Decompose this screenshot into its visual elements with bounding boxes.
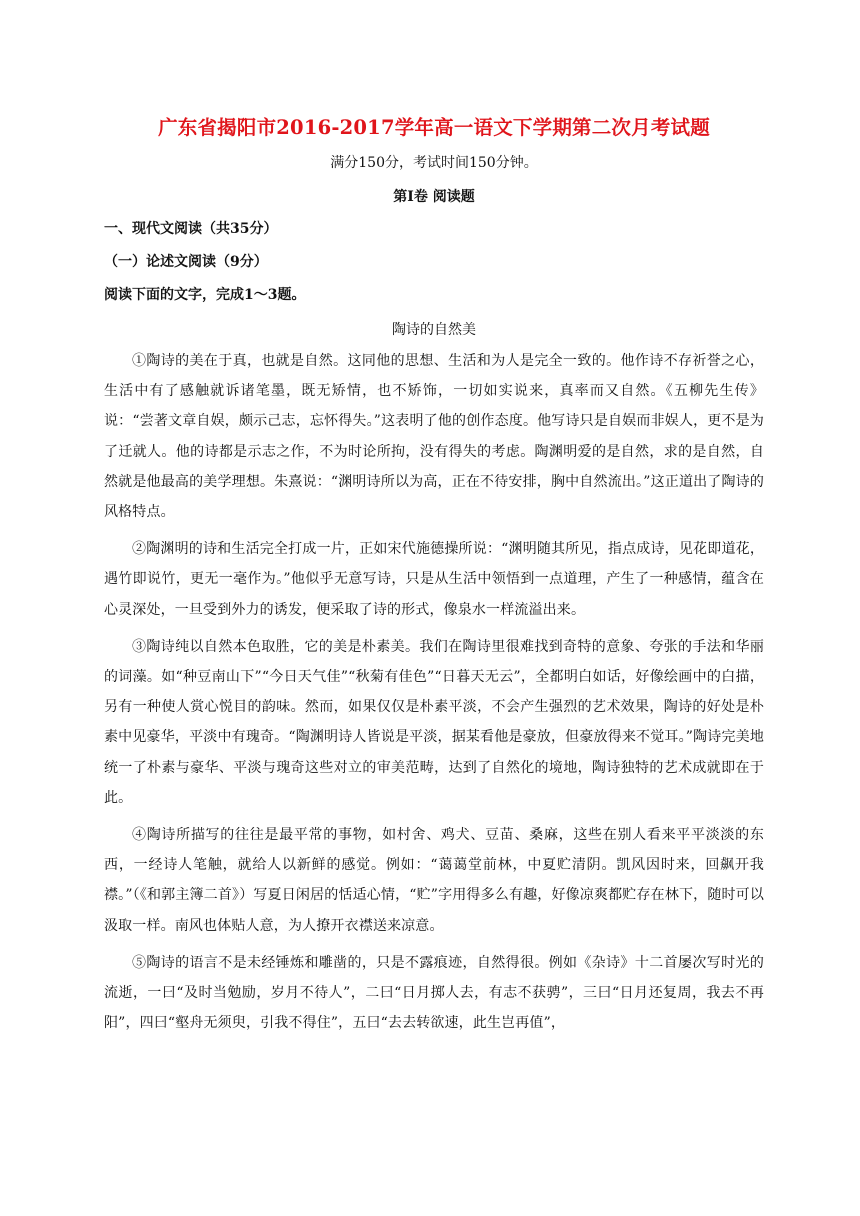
subpart-heading: （一）论述文阅读（9分）	[104, 254, 268, 270]
passage-paragraph: ③陶诗纯以自然本色取胜，它的美是朴素美。我们在陶诗里很难找到奇特的意象、夸张的手法和华丽的词藻。如“种豆南山下”“今日天气佳”“秋菊有佳色”“日暮天无云”，全都明白如话，好像绘画中的白描，另有一种使人赏心悦目的韵味。然而，如果仅仅是朴素平淡，不会产生强烈的艺术效果，陶诗的好处是朴素中见豪华，平淡中有瑰奇。“陶渊明诗人皆说是平淡，据某看他是豪放，但豪放得来不觉耳。”陶诗完美地统一了朴素与豪华、平淡与瑰奇这些对立的审美范畴，达到了自然化的境地，陶诗独特的艺术成就即在于此。	[104, 638, 764, 806]
passage-title: 陶诗的自然美	[392, 322, 476, 338]
passage-paragraph: ⑤陶诗的语言不是未经锤炼和雕凿的，只是不露痕迹，自然得很。例如《杂诗》十二首屡次写时光的流逝，一曰“及时当勉励，岁月不待人”，二曰“日月掷人去，有志不获骋”，三曰“日月还复周，我去不再阳”，四曰“壑舟无须臾，引我不得住”，五曰“去去转欲速，此生岂再值”，	[104, 954, 764, 1032]
document-title: 广东省揭阳市2016-2017学年高一语文下学期第二次月考试题	[158, 116, 710, 139]
passage-paragraph: ④陶诗所描写的往往是最平常的事物，如村舍、鸡犬、豆苗、桑麻，这些在别人看来平平淡淡的东西，一经诗人笔触，就给人以新鲜的感觉。例如：“蔼蔼堂前林，中夏贮清阴。凯风因时来，回飙开我襟。”（《和郭主簿二首》）写夏日闲居的恬适心情，“贮”字用得多么有趣，好像凉爽都贮存在林下，随时可以汲取一样。南风也体贴人意，为人撩开衣襟送来凉意。	[104, 827, 764, 934]
passage-paragraph: ②陶渊明的诗和生活完全打成一片，正如宋代施德操所说：“渊明随其所见，指点成诗，见花即道花，遇竹即说竹，更无一毫作为。”他似乎无意写诗，只是从生活中领悟到一点道理，产生了一种感情，蕴含在心灵深处，一旦受到外力的诱发，便采取了诗的形式，像泉水一样流溢出来。	[104, 541, 764, 618]
document-page	[104, 110, 764, 1038]
passage-paragraph: ①陶诗的美在于真，也就是自然。这同他的思想、生活和为人是完全一致的。他作诗不存祈誉之心，生活中有了感触就诉诸笔墨，既无矫情，也不矫饰，一切如实说来，真率而又自然。《五柳先生传》说：“尝著文章自娱，颇示己志，忘怀得失。”这表明了他的创作态度。他写诗只是自娱而非娱人，更不是为了迁就人。他的诗都是示志之作，不为时论所拘，没有得失的考虑。陶渊明爱的是自然，求的是自然，自然就是他最高的美学理想。朱熹说：“渊明诗所以为高，正在不待安排，胸中自然流出。”这正道出了陶诗的风格特点。	[104, 353, 764, 521]
reading-instruction: 阅读下面的文字，完成1～3题。	[104, 287, 306, 303]
exam-info: 满分150分，考试时间150分钟。	[330, 155, 538, 171]
part-heading: 一、现代文阅读（共35分）	[104, 221, 278, 237]
section-title: 第Ⅰ卷 阅读题	[393, 189, 475, 205]
